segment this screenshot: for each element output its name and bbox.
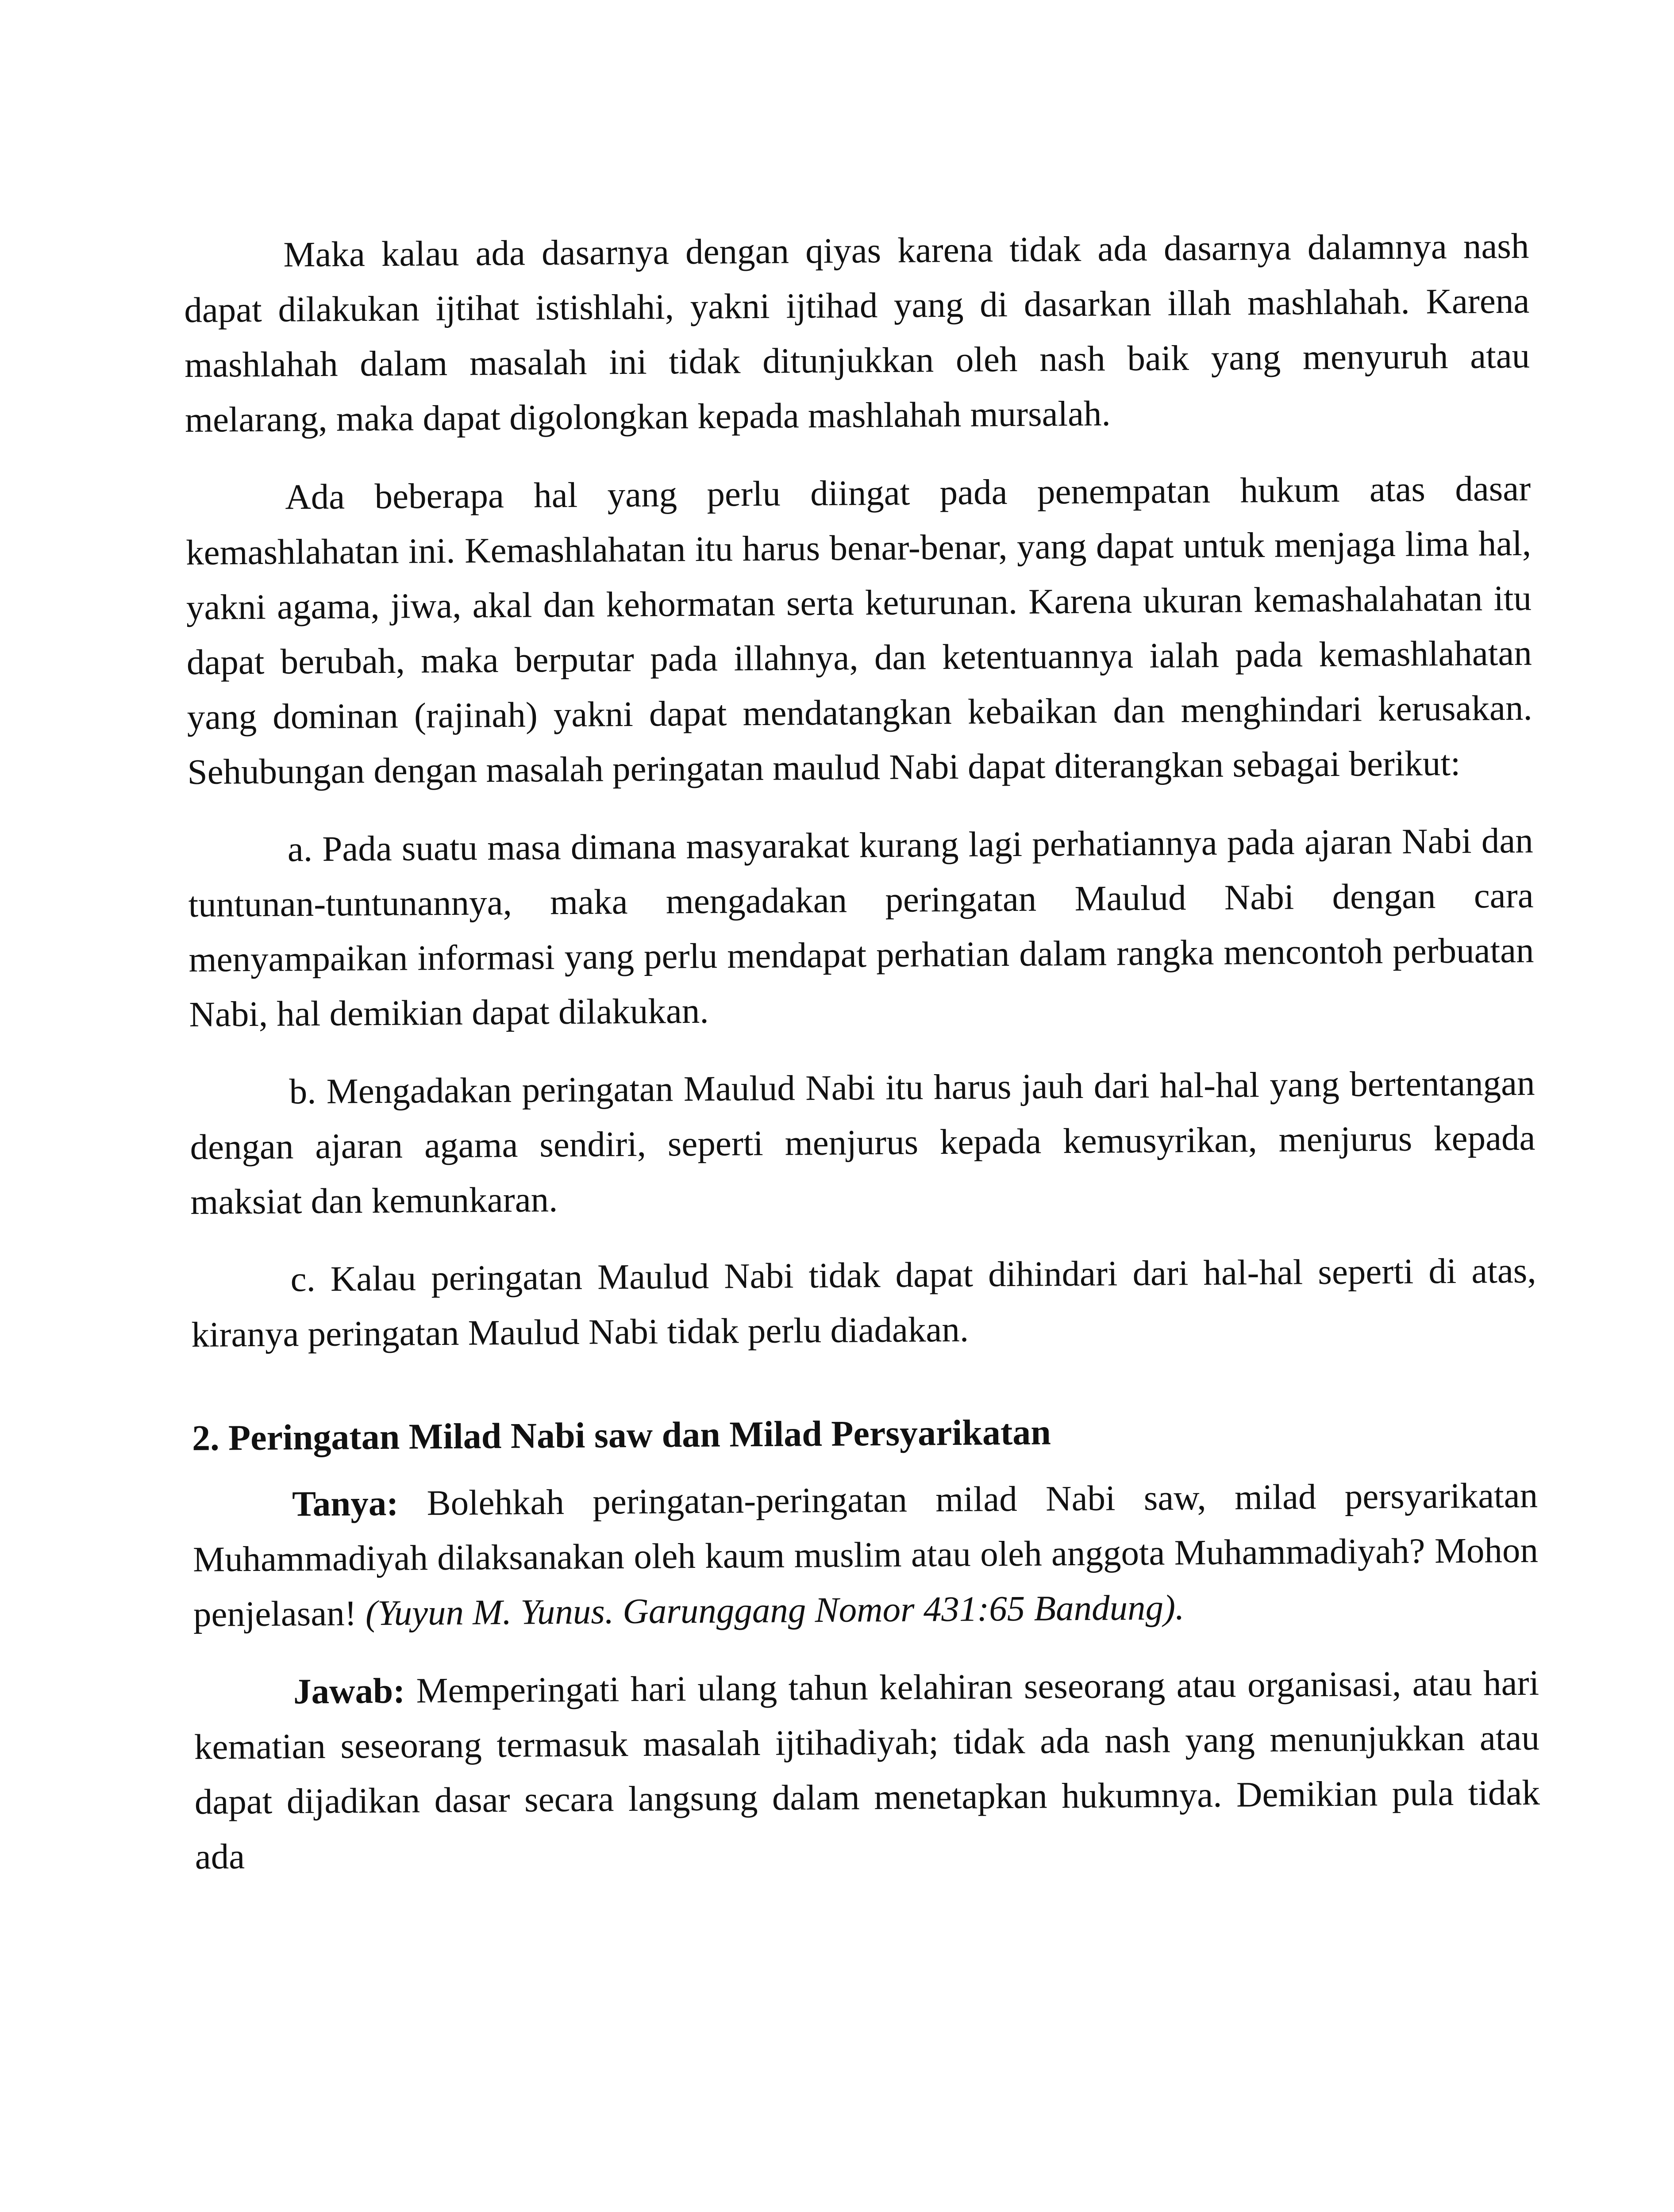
question-label: Tanya:	[292, 1483, 399, 1524]
paragraph-qiyas: Maka kalau ada dasarnya dengan qiyas karena tidak ada dasarnya dalamnya nash dapat dilakukan ijtihat istishlahi, yakni ijtihad yang di dasarkan illah mashlahah. Karena mashlahah dalam masalah ini tidak ditunjukkan oleh nash baik yang menyuruh atau melarang, maka dapat digolongkan kepada mashlahah mursalah.	[184, 226, 1530, 440]
answer-text: Memperingati hari ulang tahun kelahiran seseorang atau organisasi, atau hari kematian seseorang termasuk masalah ijtihadiyah; tidak ada nash yang menunjukkan atau dapat dijadikan dasar secara langsung dalam menetapkan hukumnya. Demikian pula tidak ada	[194, 1663, 1540, 1877]
question-paragraph	[192, 1468, 1539, 1642]
list-item-a: a. Pada suatu masa dimana masyarakat kurang lagi perhatiannya pada ajaran Nabi dan tuntunan-tuntunannya, maka mengadakan peringatan Maulud Nabi dengan cara menyampaikan informasi yang perlu mendapat perhatian dalam rangka mencontoh perbuatan Nabi, hal demikian dapat dilakukan.	[188, 820, 1534, 1034]
list-item-c: c. Kalau peringatan Maulud Nabi tidak dapat dihindari dari hal-hal seperti di atas, kiranya peringatan Maulud Nabi tidak perlu diadakan.	[191, 1250, 1536, 1355]
question-citation: (Yuyun M. Yunus. Garunggang Nomor 431:65 Bandung).	[365, 1587, 1185, 1633]
paragraph-kemashlahatan: Ada beberapa hal yang perlu diingat pada penempatan hukum atas dasar kemashlahatan ini. Kemashlahatan itu harus benar-benar, yang dapat untuk menjaga lima hal, yakni agama, jiwa, akal dan kehormatan serta keturunan. Karena ukuran kemashalahatan itu dapat berubah, maka berputar pada illahnya, dan ketentuannya ialah pada kemashlahatan yang dominan (rajinah) yakni dapat mendatangkan kebaikan dan menghindari kerusakan. Sehubungan dengan masalah peringatan maulud Nabi dapat diterangkan sebagai berikut:	[185, 468, 1532, 792]
answer-paragraph	[194, 1655, 1540, 1884]
question-text: Bolehkah peringatan-peringatan milad Nabi saw, milad persyarikatan Muhammadiyah dilaksanakan oleh kaum muslim atau oleh anggota Muhammadiyah? Mohon penjelasan!	[192, 1475, 1539, 1634]
list-item-b: b. Mengadakan peringatan Maulud Nabi itu harus jauh dari hal-hal yang bertentangan dengan ajaran agama sendiri, seperti menjurus kepada kemusyrikan, menjurus kepada maksiat dan kemunkaran.	[190, 1063, 1535, 1222]
section-heading: 2. Peringatan Milad Nabi saw dan Milad Persyarikatan	[192, 1412, 1051, 1458]
answer-label: Jawab:	[293, 1671, 405, 1712]
page-body	[184, 219, 1540, 1907]
